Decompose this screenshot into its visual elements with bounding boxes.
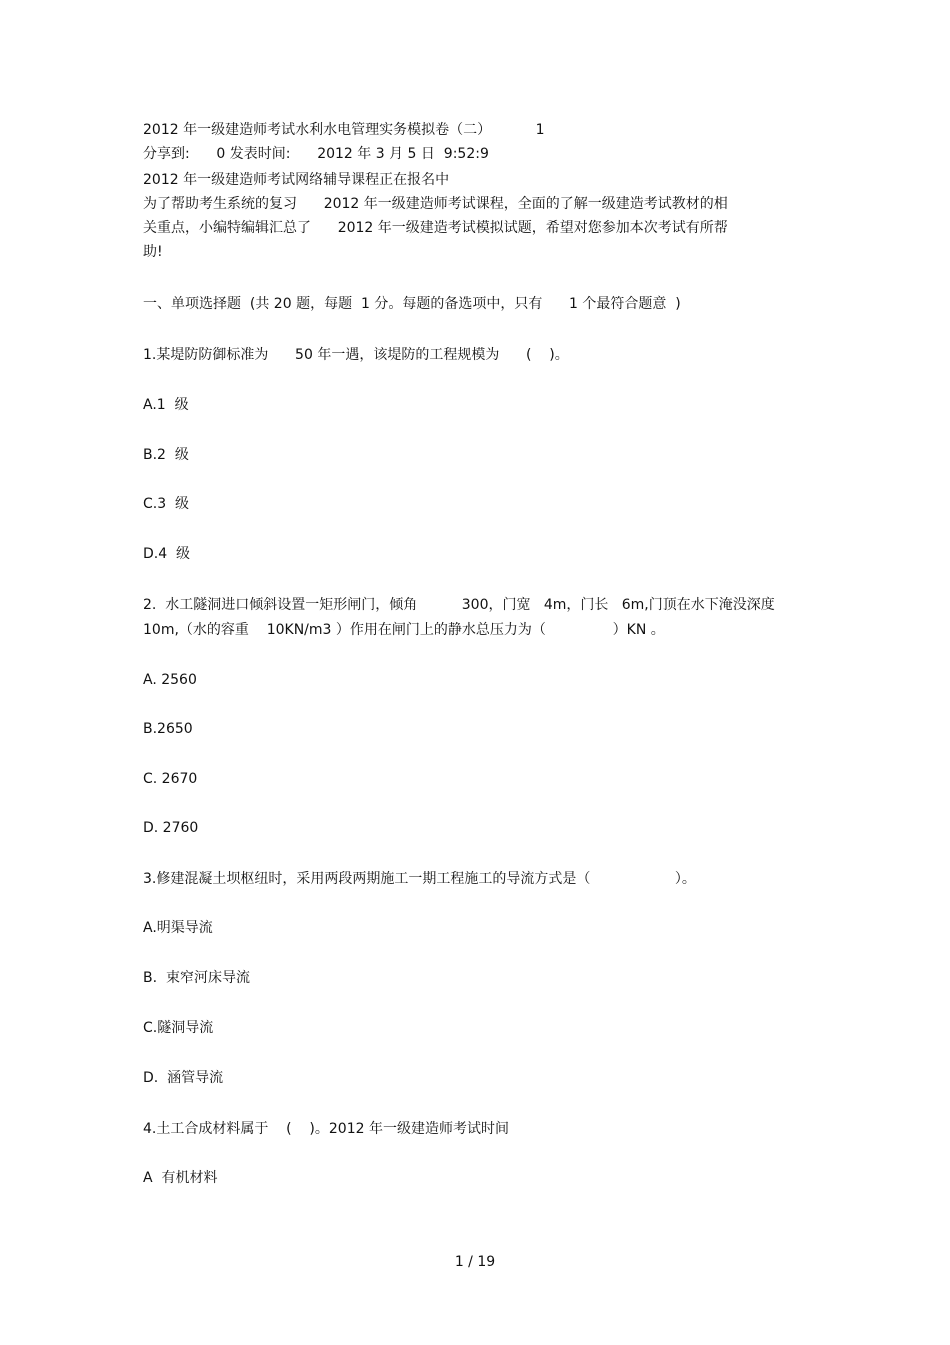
- question-2-option-d: D. 2760: [143, 820, 199, 836]
- intro-line-1: 为了帮助考生系统的复习 2012 年一级建造师考试课程，全面的了解一级建造考试教材的相: [143, 196, 728, 212]
- document-title: 2012 年一级建造师考试水利水电管理实务模拟卷（二） 1: [143, 122, 545, 138]
- question-3-option-b: B. 束窄河床导流: [143, 970, 250, 986]
- section-heading: 一、单项选择题 (共 20 题，每题 1 分。每题的备选项中，只有 1 个最符合题意 ): [143, 296, 681, 312]
- question-1-stem: 1.某堤防防御标准为 50 年一遇，该堤防的工程规模为 ( )。: [143, 347, 569, 363]
- question-3-option-a: A.明渠导流: [143, 920, 213, 936]
- question-3-option-d: D. 涵管导流: [143, 1070, 224, 1086]
- question-1-option-d: D.4 级: [143, 546, 191, 562]
- question-1-option-a: A.1 级: [143, 397, 189, 413]
- question-2-stem-continued: 10m,（水的容重 10KN/m3 ）作用在闸门上的静水总压力为（ ）KN 。: [143, 622, 665, 638]
- intro-line-2: 关重点，小编特编辑汇总了 2012 年一级建造考试模拟试题，希望对您参加本次考试有所帮: [143, 220, 728, 236]
- intro-line-3: 助!: [143, 244, 163, 260]
- question-4-option-a: A 有机材料: [143, 1170, 218, 1186]
- question-1-option-b: B.2 级: [143, 447, 189, 463]
- page-number: 1 / 19: [454, 1254, 496, 1270]
- question-2-option-b: B.2650: [143, 721, 193, 737]
- question-2-stem: 2. 水工隧洞进口倾斜设置一矩形闸门，倾角 300，门宽 4m，门长 6m,门顶在水下淹没深度: [143, 597, 775, 613]
- question-3-option-c: C.隧洞导流: [143, 1020, 214, 1036]
- course-notice: 2012 年一级建造师考试网络辅导课程正在报名中: [143, 172, 450, 188]
- question-4-stem: 4.土工合成材料属于 ( )。2012 年一级建造师考试时间: [143, 1121, 509, 1137]
- share-publish-info: 分享到: 0 发表时间: 2012 年 3 月 5 日 9:52:9: [143, 146, 489, 162]
- question-2-option-a: A. 2560: [143, 672, 197, 688]
- question-2-option-c: C. 2670: [143, 771, 198, 787]
- question-1-option-c: C.3 级: [143, 496, 190, 512]
- question-3-stem: 3.修建混凝土坝枢纽时，采用两段两期施工一期工程施工的导流方式是（ ）。: [143, 871, 696, 887]
